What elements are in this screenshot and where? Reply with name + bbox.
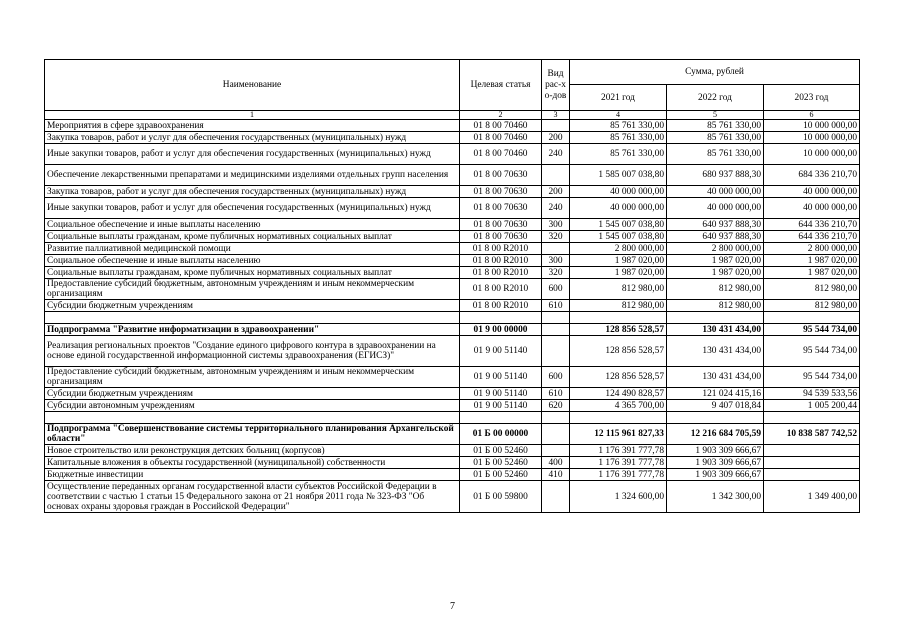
row-name: Предоставление субсидий бюджетным, автономным учреждениям и иным некоммерческим организациям — [45, 279, 460, 300]
row-sum-2023: 40 000 000,00 — [764, 198, 860, 219]
row-target-article: 01 8 00 R2010 — [460, 255, 542, 267]
row-expense-kind: 620 — [542, 400, 570, 412]
row-sum-2023 — [764, 412, 860, 424]
table-row — [45, 312, 860, 324]
row-sum-2021: 1 987 020,00 — [570, 267, 667, 279]
row-sum-2023: 1 349 400,00 — [764, 481, 860, 513]
row-target-article: 01 Б 00 52460 — [460, 469, 542, 481]
row-expense-kind: 600 — [542, 367, 570, 388]
row-target-article: 01 8 00 R2010 — [460, 243, 542, 255]
header-expense-kind: Вид рас-хо-дов — [542, 60, 570, 111]
table-row — [45, 457, 860, 469]
row-expense-kind: 600 — [542, 279, 570, 300]
row-expense-kind: 610 — [542, 300, 570, 312]
budget-table-sheet — [44, 59, 859, 513]
row-sum-2021: 128 856 528,57 — [570, 336, 667, 367]
row-sum-2023: 94 539 533,56 — [764, 388, 860, 400]
row-sum-2021: 2 800 000,00 — [570, 243, 667, 255]
row-sum-2022: 85 761 330,00 — [667, 132, 764, 144]
row-expense-kind: 300 — [542, 219, 570, 231]
table-row — [45, 481, 860, 513]
table-row — [45, 132, 860, 144]
row-target-article: 01 8 00 70460 — [460, 144, 542, 165]
row-name: Обеспечение лекарственными препаратами и медицинскими изделиями отдельных групп населения — [45, 165, 460, 186]
row-sum-2022: 1 903 309 666,67 — [667, 457, 764, 469]
row-sum-2023: 10 000 000,00 — [764, 120, 860, 132]
row-target-article: 01 8 00 70460 — [460, 132, 542, 144]
row-sum-2022: 1 903 309 666,67 — [667, 445, 764, 457]
row-sum-2023: 644 336 210,70 — [764, 231, 860, 243]
column-number: 3 — [542, 111, 570, 120]
row-expense-kind: 320 — [542, 267, 570, 279]
row-sum-2021: 85 761 330,00 — [570, 144, 667, 165]
table-row — [45, 144, 860, 165]
row-target-article: 01 8 00 70630 — [460, 219, 542, 231]
row-sum-2021: 1 176 391 777,78 — [570, 457, 667, 469]
row-expense-kind — [542, 324, 570, 336]
row-sum-2021: 128 856 528,57 — [570, 367, 667, 388]
row-sum-2023: 1 987 020,00 — [764, 255, 860, 267]
row-sum-2022: 40 000 000,00 — [667, 186, 764, 198]
row-name: Субсидии бюджетным учреждениям — [45, 388, 460, 400]
row-name: Подпрограмма "Развитие информатизации в здравоохранении" — [45, 324, 460, 336]
row-expense-kind: 410 — [542, 469, 570, 481]
row-name: Развитие паллиативной медицинской помощи — [45, 243, 460, 255]
row-sum-2022: 640 937 888,30 — [667, 231, 764, 243]
row-expense-kind — [542, 412, 570, 424]
row-name: Социальные выплаты гражданам, кроме публичных нормативных социальных выплат — [45, 231, 460, 243]
row-sum-2023: 2 800 000,00 — [764, 243, 860, 255]
row-expense-kind: 610 — [542, 388, 570, 400]
row-name: Иные закупки товаров, работ и услуг для обеспечения государственных (муниципальных) нужд — [45, 144, 460, 165]
column-number: 4 — [570, 111, 667, 120]
row-sum-2023: 10 838 587 742,52 — [764, 424, 860, 445]
column-number: 5 — [667, 111, 764, 120]
row-expense-kind: 400 — [542, 457, 570, 469]
row-sum-2021: 4 365 700,00 — [570, 400, 667, 412]
row-sum-2021: 85 761 330,00 — [570, 132, 667, 144]
row-sum-2022 — [667, 412, 764, 424]
table-row — [45, 424, 860, 445]
row-expense-kind: 200 — [542, 132, 570, 144]
header-sum: Сумма, рублей — [570, 60, 860, 85]
row-name: Закупка товаров, работ и услуг для обеспечения государственных (муниципальных) нужд — [45, 186, 460, 198]
row-target-article: 01 8 00 70630 — [460, 186, 542, 198]
row-sum-2022: 85 761 330,00 — [667, 144, 764, 165]
row-sum-2022: 85 761 330,00 — [667, 120, 764, 132]
row-sum-2022: 130 431 434,00 — [667, 324, 764, 336]
row-expense-kind — [542, 120, 570, 132]
row-expense-kind: 200 — [542, 186, 570, 198]
row-sum-2021: 124 490 828,57 — [570, 388, 667, 400]
row-target-article: 01 8 00 70630 — [460, 165, 542, 186]
table-body — [45, 120, 860, 513]
row-target-article: 01 9 00 51140 — [460, 336, 542, 367]
row-expense-kind: 320 — [542, 231, 570, 243]
row-sum-2022: 1 987 020,00 — [667, 267, 764, 279]
row-sum-2022: 40 000 000,00 — [667, 198, 764, 219]
row-sum-2023: 40 000 000,00 — [764, 186, 860, 198]
table-row — [45, 469, 860, 481]
row-sum-2023 — [764, 445, 860, 457]
row-sum-2023: 1 987 020,00 — [764, 267, 860, 279]
row-sum-2021: 1 585 007 038,80 — [570, 165, 667, 186]
row-name — [45, 312, 460, 324]
row-sum-2023: 1 005 200,44 — [764, 400, 860, 412]
table-row — [45, 367, 860, 388]
header-year-2021: 2021 год — [570, 85, 667, 111]
row-name: Закупка товаров, работ и услуг для обеспечения государственных (муниципальных) нужд — [45, 132, 460, 144]
row-target-article: 01 Б 00 59800 — [460, 481, 542, 513]
table-row — [45, 300, 860, 312]
row-sum-2023: 812 980,00 — [764, 300, 860, 312]
table-row — [45, 243, 860, 255]
header-year-2022: 2022 год — [667, 85, 764, 111]
row-target-article: 01 9 00 51140 — [460, 367, 542, 388]
row-sum-2022: 812 980,00 — [667, 279, 764, 300]
row-sum-2022: 12 216 684 705,59 — [667, 424, 764, 445]
row-sum-2023: 95 544 734,00 — [764, 324, 860, 336]
row-target-article: 01 8 00 R2010 — [460, 267, 542, 279]
row-target-article: 01 8 00 R2010 — [460, 300, 542, 312]
table-row — [45, 279, 860, 300]
row-name: Новое строительство или реконструкция детских больниц (корпусов) — [45, 445, 460, 457]
row-target-article: 01 8 00 70630 — [460, 198, 542, 219]
row-expense-kind: 240 — [542, 144, 570, 165]
header-name: Наименование — [45, 60, 460, 111]
row-target-article: 01 Б 00 52460 — [460, 457, 542, 469]
column-number: 6 — [764, 111, 860, 120]
column-number: 1 — [45, 111, 460, 120]
row-sum-2022: 1 987 020,00 — [667, 255, 764, 267]
row-sum-2021: 812 980,00 — [570, 279, 667, 300]
row-target-article: 01 8 00 70630 — [460, 231, 542, 243]
row-sum-2023: 684 336 210,70 — [764, 165, 860, 186]
row-sum-2022: 9 407 018,84 — [667, 400, 764, 412]
row-sum-2021: 85 761 330,00 — [570, 120, 667, 132]
row-name: Подпрограмма "Совершенствование системы территориального планирования Архангельской области" — [45, 424, 460, 445]
row-name: Субсидии бюджетным учреждениям — [45, 300, 460, 312]
table-row — [45, 336, 860, 367]
table-row — [45, 231, 860, 243]
header-year-2023: 2023 год — [764, 85, 860, 111]
row-expense-kind — [542, 481, 570, 513]
row-name: Субсидии автономным учреждениям — [45, 400, 460, 412]
row-expense-kind — [542, 165, 570, 186]
row-expense-kind: 300 — [542, 255, 570, 267]
row-target-article: 01 8 00 70460 — [460, 120, 542, 132]
table-row — [45, 324, 860, 336]
row-target-article: 01 9 00 00000 — [460, 324, 542, 336]
page-number: 7 — [450, 601, 455, 612]
row-name: Иные закупки товаров, работ и услуг для обеспечения государственных (муниципальных) нужд — [45, 198, 460, 219]
row-sum-2022: 1 903 309 666,67 — [667, 469, 764, 481]
row-sum-2021 — [570, 412, 667, 424]
row-target-article: 01 9 00 51140 — [460, 400, 542, 412]
row-sum-2023: 812 980,00 — [764, 279, 860, 300]
row-expense-kind — [542, 336, 570, 367]
row-sum-2022: 680 937 888,30 — [667, 165, 764, 186]
table-row — [45, 255, 860, 267]
row-name: Мероприятия в сфере здравоохранения — [45, 120, 460, 132]
row-expense-kind — [542, 312, 570, 324]
row-sum-2022: 640 937 888,30 — [667, 219, 764, 231]
budget-table — [44, 59, 860, 513]
row-sum-2023: 10 000 000,00 — [764, 144, 860, 165]
row-sum-2022: 812 980,00 — [667, 300, 764, 312]
row-sum-2021: 1 545 007 038,80 — [570, 219, 667, 231]
row-sum-2023: 95 544 734,00 — [764, 336, 860, 367]
table-row — [45, 198, 860, 219]
row-sum-2023 — [764, 469, 860, 481]
row-expense-kind — [542, 243, 570, 255]
row-sum-2023 — [764, 457, 860, 469]
row-name — [45, 412, 460, 424]
row-expense-kind — [542, 424, 570, 445]
row-name: Осуществление переданных органам государственной власти субъектов Российской Федерации в соответствии с частью 1 статьи 15 Федерального закона от 21 ноября 2011 года № 323-ФЗ "Об основах охраны здоровья граждан в Российской Федерации" — [45, 481, 460, 513]
row-target-article: 01 Б 00 52460 — [460, 445, 542, 457]
table-row — [45, 120, 860, 132]
row-sum-2023: 644 336 210,70 — [764, 219, 860, 231]
row-target-article — [460, 412, 542, 424]
row-sum-2023 — [764, 312, 860, 324]
row-target-article: 01 9 00 51140 — [460, 388, 542, 400]
row-sum-2021: 40 000 000,00 — [570, 186, 667, 198]
row-target-article — [460, 312, 542, 324]
row-sum-2022: 121 024 415,16 — [667, 388, 764, 400]
row-sum-2021: 1 324 600,00 — [570, 481, 667, 513]
table-row — [45, 400, 860, 412]
row-sum-2021: 1 176 391 777,78 — [570, 469, 667, 481]
row-sum-2021: 812 980,00 — [570, 300, 667, 312]
row-sum-2021: 1 176 391 777,78 — [570, 445, 667, 457]
row-sum-2022: 130 431 434,00 — [667, 336, 764, 367]
row-sum-2021: 128 856 528,57 — [570, 324, 667, 336]
row-name: Реализация региональных проектов "Создание единого цифрового контура в здравоохранении на основе единой государственной информационной системы здравоохранения (ЕГИСЗ)" — [45, 336, 460, 367]
row-target-article: 01 8 00 R2010 — [460, 279, 542, 300]
row-name: Социальные выплаты гражданам, кроме публичных нормативных социальных выплат — [45, 267, 460, 279]
row-sum-2023: 10 000 000,00 — [764, 132, 860, 144]
row-sum-2021: 12 115 961 827,33 — [570, 424, 667, 445]
table-row — [45, 388, 860, 400]
table-row — [45, 412, 860, 424]
table-row — [45, 267, 860, 279]
row-name: Предоставление субсидий бюджетным, автономным учреждениям и иным некоммерческим организациям — [45, 367, 460, 388]
row-sum-2021: 40 000 000,00 — [570, 198, 667, 219]
row-expense-kind — [542, 445, 570, 457]
row-name: Социальное обеспечение и иные выплаты населению — [45, 255, 460, 267]
column-number-row — [45, 111, 860, 120]
row-sum-2022 — [667, 312, 764, 324]
row-sum-2022: 130 431 434,00 — [667, 367, 764, 388]
row-sum-2021: 1 987 020,00 — [570, 255, 667, 267]
row-name: Капитальные вложения в объекты государственной (муниципальной) собственности — [45, 457, 460, 469]
header-target-article: Целевая статья — [460, 60, 542, 111]
table-row — [45, 165, 860, 186]
row-sum-2021 — [570, 312, 667, 324]
row-target-article: 01 Б 00 00000 — [460, 424, 542, 445]
table-row — [45, 219, 860, 231]
column-number: 2 — [460, 111, 542, 120]
table-row — [45, 186, 860, 198]
row-name: Социальное обеспечение и иные выплаты населению — [45, 219, 460, 231]
row-sum-2023: 95 544 734,00 — [764, 367, 860, 388]
row-name: Бюджетные инвестиции — [45, 469, 460, 481]
row-sum-2022: 2 800 000,00 — [667, 243, 764, 255]
row-sum-2022: 1 342 300,00 — [667, 481, 764, 513]
row-expense-kind: 240 — [542, 198, 570, 219]
row-sum-2021: 1 545 007 038,80 — [570, 231, 667, 243]
table-row — [45, 445, 860, 457]
